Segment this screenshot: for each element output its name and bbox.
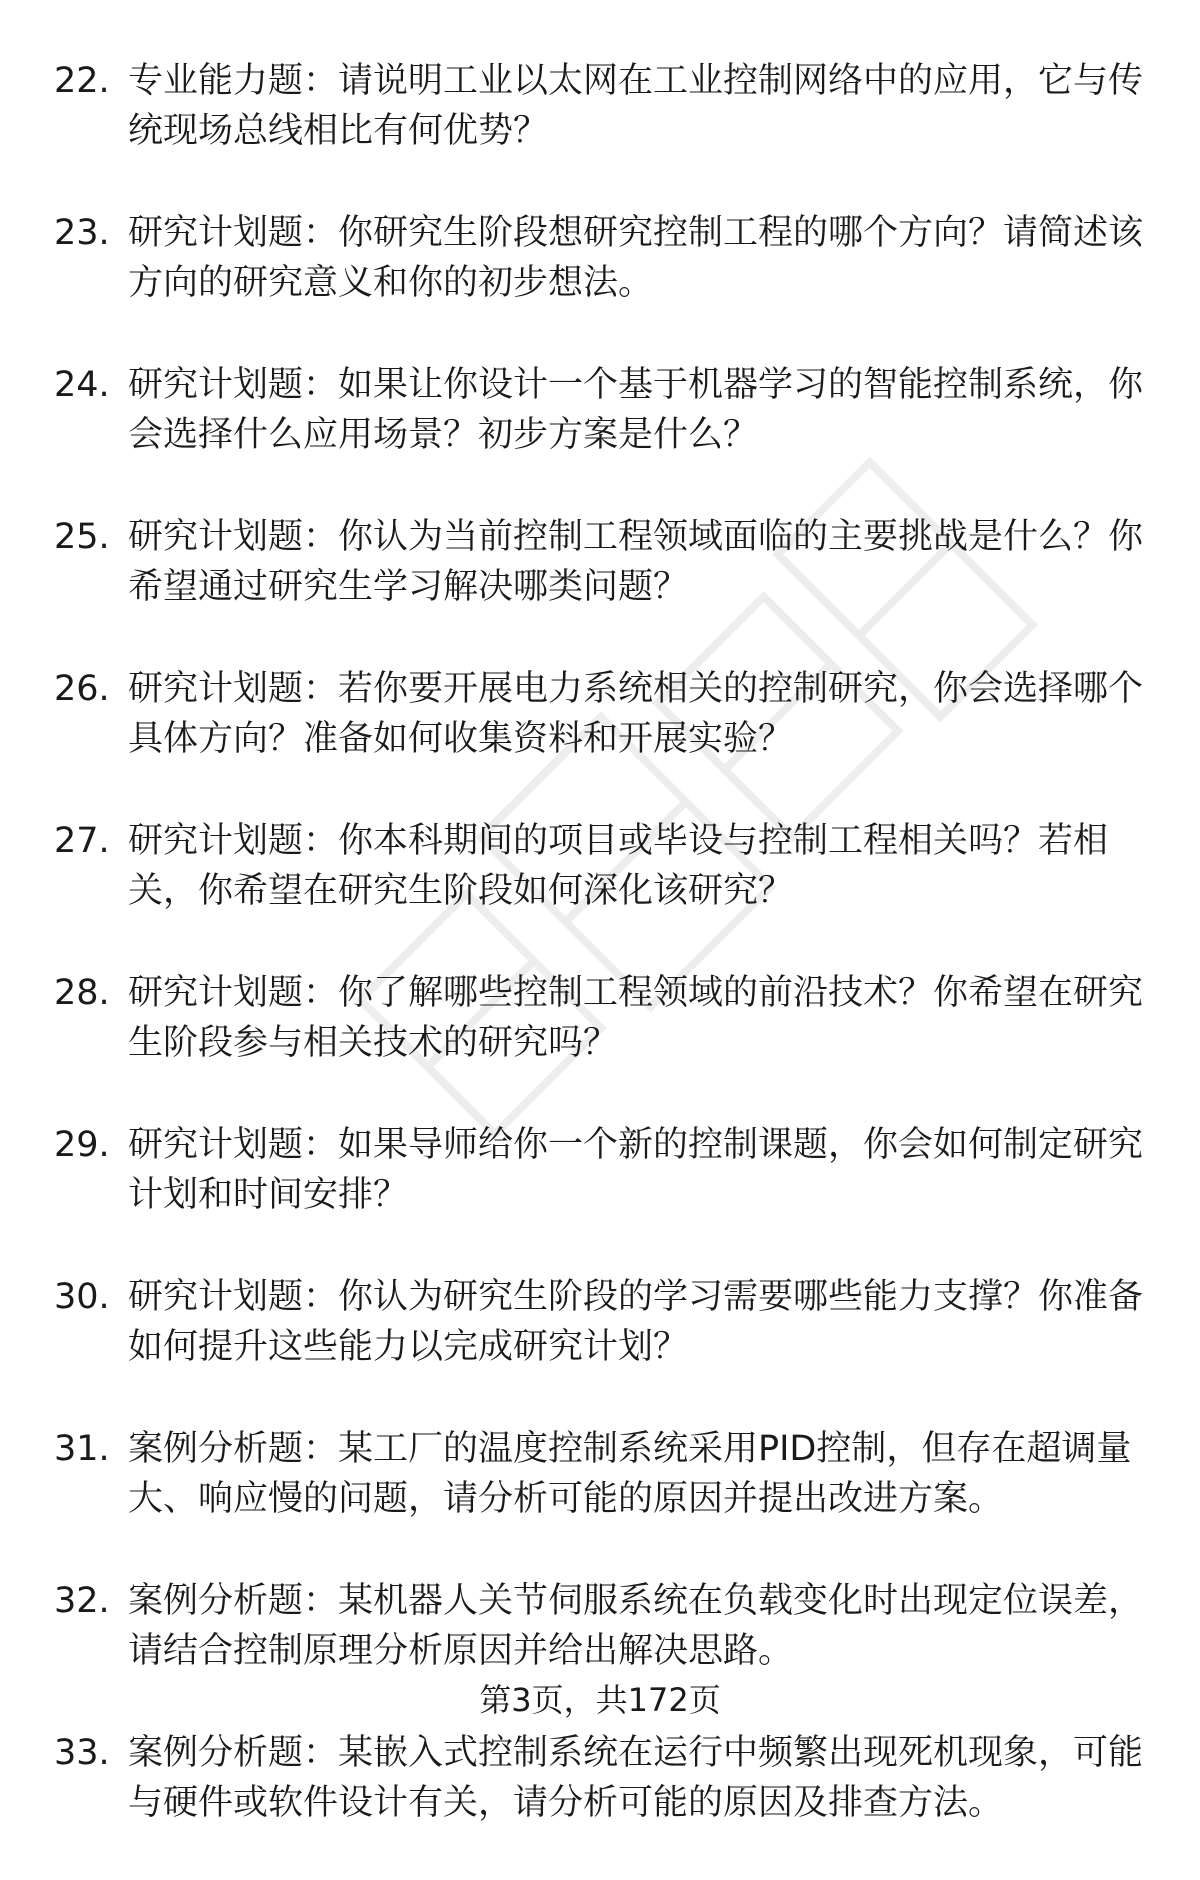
- question-item: [54, 1424, 1144, 1524]
- question-number: 25.: [54, 517, 110, 557]
- page-footer: 第3页，共172页: [479, 1681, 721, 1719]
- question-item: [54, 968, 1144, 1068]
- question-item: [54, 208, 1144, 308]
- question-text: 专业能力题：请说明工业以太网在工业控制网络中的应用，它与传统现场总线相比有何优势？: [128, 61, 1144, 151]
- question-item: [54, 56, 1144, 156]
- question-item: [54, 1728, 1144, 1828]
- question-number: 30.: [54, 1277, 110, 1317]
- question-text: 案例分析题：某嵌入式控制系统在运行中频繁出现死机现象，可能与硬件或软件设计有关，请分析可能的原因及排查方法。: [128, 1733, 1144, 1823]
- question-item: [54, 1576, 1144, 1676]
- question-text: 案例分析题：某工厂的温度控制系统采用PID控制，但存在超调量大、响应慢的问题，请分析可能的原因并提出改进方案。: [128, 1429, 1132, 1519]
- question-item: [54, 816, 1144, 916]
- question-number: 24.: [54, 365, 110, 405]
- question-item: [54, 360, 1144, 460]
- question-item: [54, 512, 1144, 612]
- question-number: 23.: [54, 213, 110, 253]
- question-list: [54, 56, 1144, 1880]
- question-text: 研究计划题：你认为研究生阶段的学习需要哪些能力支撑？你准备如何提升这些能力以完成研究计划？: [128, 1277, 1144, 1367]
- question-number: 31.: [54, 1429, 110, 1469]
- question-text: 案例分析题：某机器人关节伺服系统在负载变化时出现定位误差，请结合控制原理分析原因并给出解决思路。: [128, 1581, 1144, 1671]
- question-text: 研究计划题：你了解哪些控制工程领域的前沿技术？你希望在研究生阶段参与相关技术的研究吗？: [128, 973, 1144, 1063]
- question-item: [54, 1120, 1144, 1220]
- question-number: 32.: [54, 1581, 110, 1621]
- question-text: 研究计划题：若你要开展电力系统相关的控制研究，你会选择哪个具体方向？准备如何收集资料和开展实验？: [128, 669, 1144, 759]
- question-text: 研究计划题：你认为当前控制工程领域面临的主要挑战是什么？你希望通过研究生学习解决哪类问题？: [128, 517, 1144, 607]
- question-item: [54, 1272, 1144, 1372]
- question-number: 29.: [54, 1125, 110, 1165]
- question-item: [54, 664, 1144, 764]
- question-text: 研究计划题：你研究生阶段想研究控制工程的哪个方向？请简述该方向的研究意义和你的初步想法。: [128, 213, 1144, 303]
- question-number: 26.: [54, 669, 110, 709]
- question-text: 研究计划题：你本科期间的项目或毕设与控制工程相关吗？若相关，你希望在研究生阶段如何深化该研究？: [128, 821, 1109, 911]
- question-text: 研究计划题：如果导师给你一个新的控制课题，你会如何制定研究计划和时间安排？: [128, 1125, 1144, 1215]
- question-number: 22.: [54, 61, 110, 101]
- question-number: 28.: [54, 973, 110, 1013]
- question-number: 33.: [54, 1733, 110, 1773]
- question-text: 研究计划题：如果让你设计一个基于机器学习的智能控制系统，你会选择什么应用场景？初步方案是什么？: [128, 365, 1144, 455]
- question-number: 27.: [54, 821, 110, 861]
